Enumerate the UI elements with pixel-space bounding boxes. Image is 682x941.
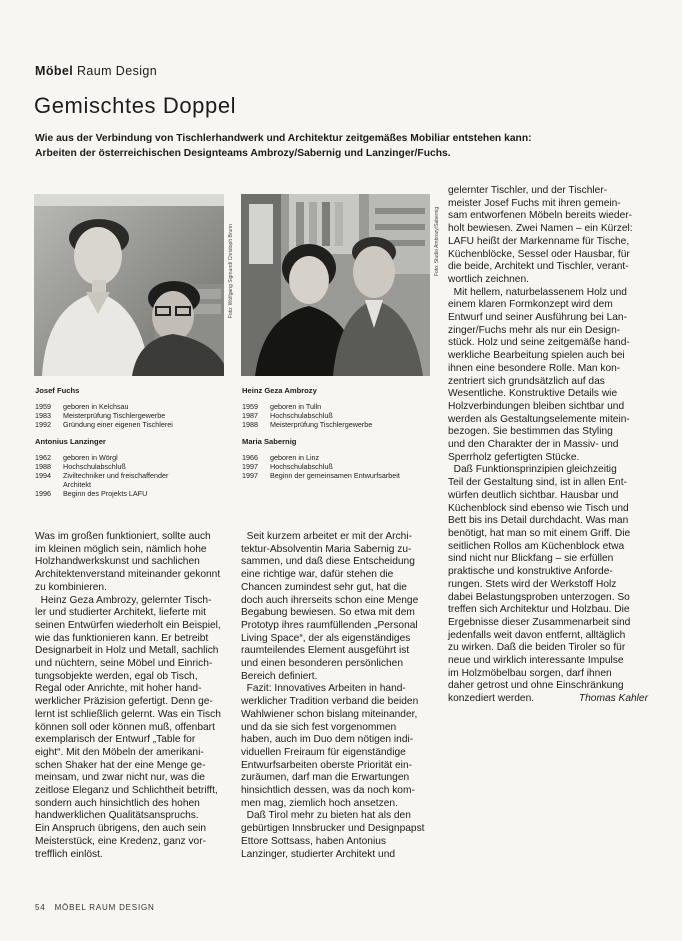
bio-year: 1992 xyxy=(35,420,51,429)
bio-row xyxy=(35,453,225,462)
bio-row xyxy=(242,471,437,480)
bio-text: Hochschulabschluß xyxy=(63,462,126,471)
bio-text: geboren in Tulln xyxy=(270,402,322,411)
body-line: raumteilendes Element ausgeführt ist xyxy=(241,645,410,657)
body-line: Ettore Sottsass, haben Antonius xyxy=(241,835,386,847)
body-line: handwerklichen Qualitätsanspruchs. xyxy=(35,810,199,822)
body-line: holt bewiesen. Zwei Namen – ein Kürzel: xyxy=(448,223,633,235)
body-line: Regal oder Anrichte, mit hoher hand- xyxy=(35,683,202,695)
body-line: Bereich definiert. xyxy=(241,670,318,682)
magazine-name: MÖBEL RAUM DESIGN xyxy=(54,903,155,912)
body-column-2 xyxy=(241,531,439,861)
bio-text: Beginn des Projekts LAFU xyxy=(63,489,148,498)
body-line: können soll oder können muß, offenbart xyxy=(35,721,215,733)
body-line: Daß Tirol mehr zu bieten hat als den xyxy=(241,810,411,822)
body-line: seitlichen Rollos am Küchenblock etwa xyxy=(448,540,625,552)
bio-block-left xyxy=(35,386,225,498)
lead-line: Arbeiten der österreichischen Designteams Ambrozy/Sabernig und Lanzinger/Fuchs. xyxy=(35,148,451,159)
body-line: stück. Holz und seine zeitgemäße hand- xyxy=(448,337,630,349)
bio-year: 1959 xyxy=(242,402,258,411)
bio-fuchs xyxy=(35,386,225,429)
article-lead xyxy=(35,131,650,161)
body-line: benötigt, hat man so mit einem Griff. Die xyxy=(448,527,631,539)
body-line: Living Space“, der als eigenständiges xyxy=(241,632,411,644)
bio-year: 1997 xyxy=(242,471,258,480)
body-line: und den Charakter der in Massiv- und xyxy=(448,439,619,451)
bio-year: 1994 xyxy=(35,471,51,480)
body-line: ihnen eine besondere Rolle. Man kon- xyxy=(448,362,621,374)
bio-text: Ziviltechniker und freischaffender Architekt xyxy=(63,471,169,489)
bio-year: 1988 xyxy=(242,420,258,429)
body-line: zentriert sich grundsätzlich auf das xyxy=(448,375,605,387)
body-line: schen Shaker hat der eine Menge ge- xyxy=(35,759,206,771)
body-line: seinen Entwürfen wiederholt ein Beispiel, xyxy=(35,619,221,631)
bio-text: geboren in Linz xyxy=(270,453,320,462)
bio-text: Hochschulabschluß xyxy=(270,411,333,420)
lead-line: Wie aus der Verbindung von Tischlerhandwerk und Architektur zeitgemäßes Mobiliar entstehen kann: xyxy=(35,133,532,144)
body-line: Seit kurzem arbeitet er mit der Archi- xyxy=(241,531,412,542)
bio-text: geboren in Kelchsau xyxy=(63,402,129,411)
bio-text: Gründung einer eigenen Tischlerei xyxy=(63,420,173,429)
body-line: wie das funktionieren kann. Er betreibt xyxy=(35,632,209,644)
body-line: werklicher Tradition verband die beiden xyxy=(241,696,419,708)
body-line: sondern auch hinsichtlich des hohen xyxy=(35,797,200,809)
body-line: doch auch ihrerseits schon eine Menge xyxy=(241,594,419,606)
body-line: und einen besonderen persönlichen xyxy=(241,658,403,670)
body-line: Chancen zumindest sehr gut, hat die xyxy=(241,581,407,593)
body-line: neue und wirklich interessante Impulse xyxy=(448,655,624,667)
bio-row xyxy=(35,462,225,471)
bio-row xyxy=(35,411,225,420)
body-line: Teil der Gestaltung sind, ist in allen Ent- xyxy=(448,477,627,489)
body-line: konzediert werden. xyxy=(448,693,535,705)
bio-name: Heinz Geza Ambrozy xyxy=(242,386,317,395)
bio-year: 1996 xyxy=(35,489,51,498)
section-label xyxy=(35,64,157,78)
bio-row xyxy=(242,462,437,471)
body-line: Daß Funktionsprinzipien gleichzeitig xyxy=(448,464,617,476)
body-line: Lanzinger, studierter Architekt und xyxy=(241,848,396,860)
author-name: Thomas Kahler xyxy=(578,693,648,705)
bio-row xyxy=(35,489,225,498)
body-line: Ein Anspruch übrigens, den auch sein xyxy=(35,823,207,835)
body-line: zu kombinieren. xyxy=(35,581,107,593)
body-line: einem klaren Formkonzept wird dem xyxy=(448,299,613,311)
article-title: Gemischtes Doppel xyxy=(34,93,237,118)
bio-row xyxy=(35,471,225,489)
photo-credit-right: Foto: Studio Ambrozy/Sabernig xyxy=(434,206,440,276)
bio-year: 1988 xyxy=(35,462,51,471)
body-line: Sperrholz gefertigten Stücke. xyxy=(448,451,580,463)
bio-text: geboren in Wörgl xyxy=(63,453,118,462)
body-line: meister Josef Fuchs mit ihren gemein- xyxy=(448,197,621,209)
bio-year: 1997 xyxy=(242,462,258,471)
body-line: im Holzmöbelbau sorgen, darf ihnen xyxy=(448,667,612,679)
body-line: rungen. Stets wird der Werkstoff Holz xyxy=(448,578,617,590)
bio-year: 1983 xyxy=(35,411,51,420)
body-line: Fazit: Innovatives Arbeiten in hand- xyxy=(241,683,406,695)
body-line: werden als Gestaltungselemente mitein- xyxy=(448,413,630,425)
bio-row xyxy=(35,420,225,429)
photo-fuchs-lanzinger-image xyxy=(34,194,224,376)
body-line: viduellen Freiraum für eigenständige xyxy=(241,746,406,758)
bio-sabernig xyxy=(242,437,437,480)
bio-name: Josef Fuchs xyxy=(35,386,80,395)
body-line: eine richtige war, dafür stehen die xyxy=(241,569,394,581)
bio-row xyxy=(242,402,437,411)
bio-text: Beginn der gemeinsamen Entwurfsarbeit xyxy=(270,471,400,480)
body-line: trefflich einlöst. xyxy=(35,848,103,860)
bio-year: 1959 xyxy=(35,402,51,411)
body-line: zeitlose Eleganz und Schlichtheit betrifft, xyxy=(35,785,218,797)
body-line: eight“. Mit den Möbeln der amerikani- xyxy=(35,746,204,758)
body-line: ler und studierter Architekt, lieferte mit xyxy=(35,607,206,619)
body-line: Begabung bewiesen. So etwa mit dem xyxy=(241,607,415,619)
body-line: zuräumen, darf man die Erwartungen xyxy=(241,772,410,784)
body-line: meinsam, und zwar nicht nur, was die xyxy=(35,772,205,784)
photo-credit-left: Foto: Wolfgang Sigmund/ Christoph Brunn xyxy=(228,224,234,318)
body-line: dabei Belastungsproben unterzogen. So xyxy=(448,591,630,603)
body-line: daher getrost und ohne Einschränkung xyxy=(448,680,624,692)
bio-ambrozy xyxy=(242,386,437,429)
bio-lanzinger xyxy=(35,437,225,498)
body-line: tungsobjekte werden, egal ob Tisch, xyxy=(35,670,198,682)
body-line: Holzverbindungen bleiben sichtbar und xyxy=(448,400,625,412)
body-line: Prototyp ihres raumfüllenden „Personal xyxy=(241,619,418,631)
body-line: Heinz Geza Ambrozy, gelernter Tisch- xyxy=(35,594,212,606)
body-line: Entwurfsarbeiten oberste Priorität ein- xyxy=(241,759,413,771)
body-line: treffen sich Architektur und Holzbau. Die xyxy=(448,604,630,616)
body-line: men mag, ziemlich hoch ansetzen. xyxy=(241,797,398,809)
bio-row xyxy=(242,411,437,420)
section-label-bold: Möbel xyxy=(35,64,74,78)
body-line: jedenfalls weit davon entfernt, alltäglich xyxy=(448,629,626,641)
section-label-rest: Raum Design xyxy=(73,64,158,78)
body-line: Wesentliche. Konstruktive Details wie xyxy=(448,388,618,400)
bio-name: Maria Sabernig xyxy=(242,437,297,446)
body-line: werklicher Präzision gefertigt. Denn ge- xyxy=(35,696,213,708)
bio-row xyxy=(35,402,225,411)
body-line: und da sie sich fest vorgenommen xyxy=(241,721,397,733)
body-column-3 xyxy=(448,185,648,706)
bio-text: Meisterprüfung Tischlergewerbe xyxy=(63,411,166,420)
photo-ambrozy-sabernig-image xyxy=(241,194,430,376)
body-line: sind nicht nur Blickfang – sie erfüllen xyxy=(448,553,614,565)
bio-text: Hochschulabschluß xyxy=(270,462,333,471)
body-line: Bett bis ins Detail durchdacht. Was man xyxy=(448,515,629,527)
body-line: sam entworfenen Möbeln bereits wieder- xyxy=(448,210,633,222)
body-line: Was im großen funktioniert, sollte auch xyxy=(35,531,211,542)
body-line: zinger/Fuchs mehr als nur ein Design- xyxy=(448,324,621,336)
body-line: Ergebnisse dieser Zusammenarbeit sind xyxy=(448,616,631,628)
body-line: tektur-Absolventin Maria Sabernig zu- xyxy=(241,543,412,555)
body-line: LAFU heißt der Markenname für Tische, xyxy=(448,235,630,247)
bio-year: 1987 xyxy=(242,411,258,420)
body-line: haben, auch im Duo dem nötigen indi- xyxy=(241,734,414,746)
body-line: exemplarisch der Entwurf „Table for xyxy=(35,734,196,746)
body-line: Küchenblock sind ebenso wie Tisch und xyxy=(448,502,629,514)
bio-block-right xyxy=(242,386,437,480)
page-number: 54 xyxy=(35,903,46,912)
page-footer xyxy=(35,903,155,912)
body-line: lernt ist schließlich gelernt. Was ein Tisch xyxy=(35,708,221,720)
body-line: Entwurf und seiner Ausführung bei Lan- xyxy=(448,312,627,324)
body-line: und nüchtern, seine Möbel und Einrich- xyxy=(35,658,213,670)
body-line: würfen deutlich sichtbar. Hausbar und xyxy=(448,489,619,501)
body-line: Meisterstück, eine Kredenz, ganz vor- xyxy=(35,835,206,847)
body-line: Wahlwiener schon bislang miteinander, xyxy=(241,708,418,720)
bio-row xyxy=(242,420,437,429)
body-line: praktische und konstruktive Anforde- xyxy=(448,566,613,578)
bio-year: 1962 xyxy=(35,453,51,462)
body-line: zu wirken. Daß die beiden Tiroler so für xyxy=(448,642,626,654)
body-line: gelernter Tischler, und der Tischler- xyxy=(448,185,608,196)
photo-fuchs-lanzinger xyxy=(34,194,224,376)
body-line: Designarbeit in Holz und Metall, sachlich xyxy=(35,645,219,657)
body-line-last xyxy=(448,693,648,706)
body-line: Holzhandwerkskunst und sachlichen xyxy=(35,556,200,568)
bio-year: 1966 xyxy=(242,453,258,462)
photo-ambrozy-sabernig xyxy=(241,194,430,376)
bio-row xyxy=(242,453,437,462)
body-line: bezogen. Sie bestimmen das Styling xyxy=(448,426,613,438)
bio-text: Meisterprüfung Tischlergewerbe xyxy=(270,420,373,429)
body-line: im kleinen möglich sein, nämlich hohe xyxy=(35,543,207,555)
body-line: werkliche Bearbeitung spielen auch bei xyxy=(448,350,625,362)
body-line: wortlich zeichnen. xyxy=(448,273,529,285)
body-line: Architektenverstand miteinander gekonnt xyxy=(35,569,221,581)
body-line: die beide, Architekt und Tischler, verant- xyxy=(448,261,629,273)
body-line: Mit hellem, naturbelassenem Holz und xyxy=(448,286,627,298)
bio-name: Antonius Lanzinger xyxy=(35,437,106,446)
body-column-1 xyxy=(35,531,231,861)
body-line: Küchenblöcke, Sessel oder Hausbar, für xyxy=(448,248,630,260)
body-line: sammen, und daß diese Entscheidung xyxy=(241,556,415,568)
body-line: gebürtigen Innsbrucker und Designpapst xyxy=(241,823,425,835)
body-line: hinsichtlich dessen, was da noch kom- xyxy=(241,785,415,797)
